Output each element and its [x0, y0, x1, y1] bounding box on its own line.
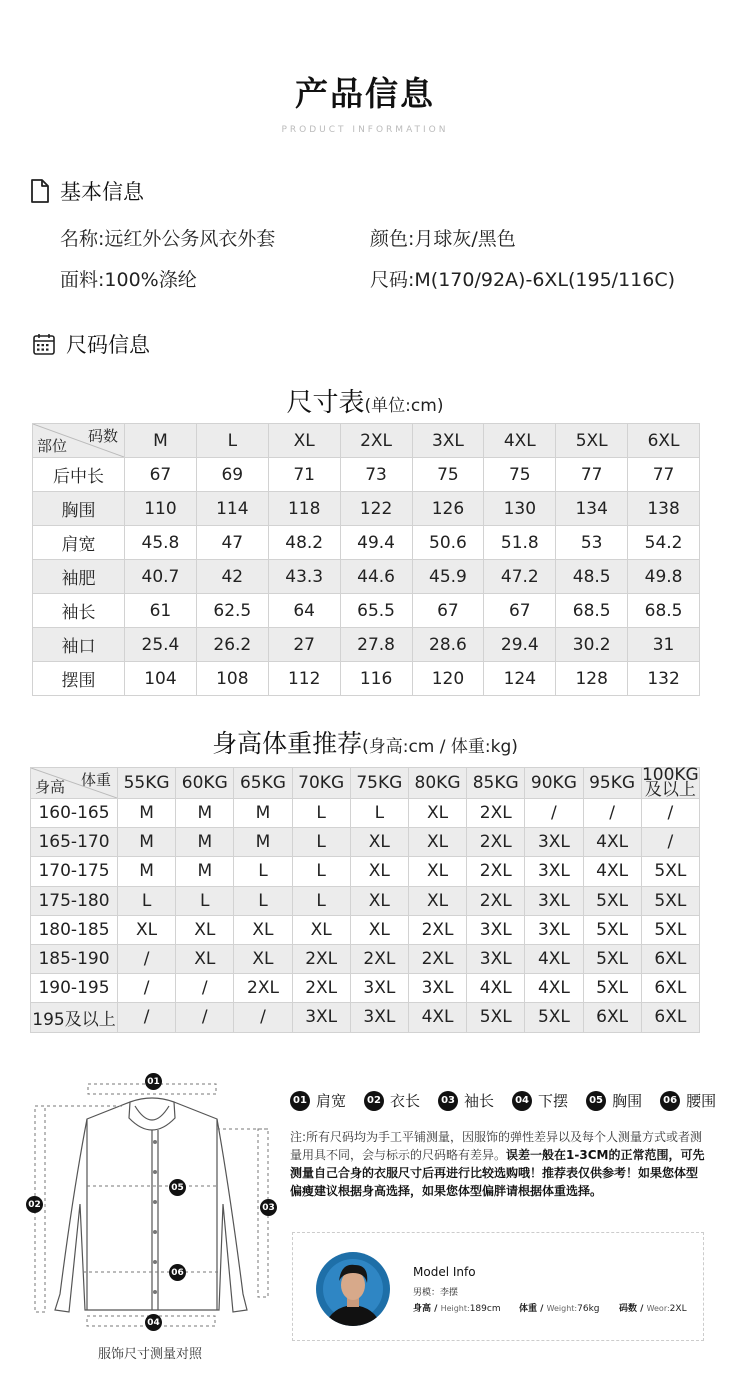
table-cell: / [525, 799, 583, 828]
table-cell: 54.2 [628, 526, 700, 560]
model-size-label: 码数 / [619, 1304, 647, 1314]
table-cell: / [234, 1003, 292, 1032]
table-cell: / [118, 944, 176, 973]
table-cell: / [583, 799, 641, 828]
table-cell: / [641, 799, 699, 828]
table-cell: 28.6 [412, 628, 484, 662]
corner-column-label: 体重 [80, 771, 111, 789]
table-cell: 4XL [583, 828, 641, 857]
garment-diagram [25, 1072, 280, 1340]
table-cell: 5XL [583, 974, 641, 1003]
row-label: 袖肥 [33, 560, 125, 594]
note-part2: 误差一般在1-3CM的正常范围，可先测量自己合身的衣服尺寸后再进行比较选购哦！推荐表仅供参考！如果您体型偏瘦建议根据身高选择，如果您体型偏胖请根据体重选择。 [290, 1148, 705, 1198]
table-cell: 3XL [525, 857, 583, 886]
table-cell: 45.9 [412, 560, 484, 594]
size-table-heading [0, 382, 730, 419]
table-cell: 5XL [641, 886, 699, 915]
document-icon [30, 179, 50, 203]
size-table-title: 尺寸表 [286, 388, 365, 418]
table-row [33, 628, 700, 662]
table-row [31, 974, 700, 1003]
legend-item [438, 1090, 494, 1111]
table-cell: L [292, 857, 350, 886]
table-row [33, 662, 700, 696]
legend-label: 衣长 [390, 1092, 421, 1110]
model-size-value: 2XL [669, 1304, 687, 1314]
table-cell: XL [234, 915, 292, 944]
table-row [31, 915, 700, 944]
calendar-icon [32, 332, 56, 356]
table-cell: 27.8 [340, 628, 412, 662]
row-label: 摆围 [33, 662, 125, 696]
legend-item [290, 1090, 346, 1111]
table-cell: 27 [268, 628, 340, 662]
table-cell: 5XL [583, 944, 641, 973]
diagram-caption: 服饰尺寸测量对照 [97, 1347, 202, 1362]
table-cell: 104 [125, 662, 197, 696]
table-cell: 31 [628, 628, 700, 662]
table-cell: XL [292, 915, 350, 944]
legend-label: 胸围 [612, 1092, 643, 1110]
column-header: 6XL [628, 424, 700, 458]
note-part1: 注:所有尺码均为手工平铺测量，因服饰的弹性差异以及每个人测量方式或者测量用具不同，会与标示的尺码略有差异。 [290, 1130, 703, 1162]
marker-02: 02 [26, 1196, 43, 1213]
table-cell: 48.2 [268, 526, 340, 560]
legend-label: 腰围 [686, 1092, 717, 1110]
table-row [31, 799, 700, 828]
table-cell: 120 [412, 662, 484, 696]
table-cell: 49.4 [340, 526, 412, 560]
table-cell: 25.4 [125, 628, 197, 662]
table-cell: 114 [196, 492, 268, 526]
table-row [33, 458, 700, 492]
table-cell: 132 [628, 662, 700, 696]
table-cell: 5XL [583, 886, 641, 915]
table-cell: 116 [340, 662, 412, 696]
row-label: 165-170 [31, 828, 118, 857]
row-label: 180-185 [31, 915, 118, 944]
table-cell: 3XL [408, 974, 466, 1003]
legend-number-badge: 04 [512, 1091, 532, 1111]
table-cell: 67 [484, 594, 556, 628]
model-info-card [292, 1232, 704, 1341]
corner-row-label: 部位 [37, 437, 68, 455]
column-header: 70KG [292, 768, 350, 799]
table-cell: 47 [196, 526, 268, 560]
table-cell: 53 [556, 526, 628, 560]
table-cell: L [292, 886, 350, 915]
table-cell: 30.2 [556, 628, 628, 662]
table-cell: 2XL [350, 944, 408, 973]
table-cell: L [292, 799, 350, 828]
table-corner-cell [31, 768, 118, 799]
column-header: 80KG [408, 768, 466, 799]
table-cell: 3XL [292, 1003, 350, 1032]
model-weight [519, 1301, 600, 1314]
table-cell: 2XL [292, 944, 350, 973]
table-cell: 62.5 [196, 594, 268, 628]
table-cell: 5XL [583, 915, 641, 944]
table-cell: 6XL [583, 1003, 641, 1032]
legend-item [586, 1090, 642, 1111]
table-cell: 48.5 [556, 560, 628, 594]
table-cell: L [292, 828, 350, 857]
legend-label: 下摆 [538, 1092, 569, 1110]
model-weight-label: 体重 / [519, 1304, 547, 1314]
table-cell: 2XL [467, 828, 525, 857]
table-cell: 2XL [408, 944, 466, 973]
row-label: 185-190 [31, 944, 118, 973]
table-cell: 4XL [525, 974, 583, 1003]
table-cell: 2XL [292, 974, 350, 1003]
product-color: 颜色:月球灰/黑色 [370, 228, 516, 250]
table-cell: 112 [268, 662, 340, 696]
table-cell: M [176, 828, 234, 857]
column-header: 95KG [583, 768, 641, 799]
table-cell: 69 [196, 458, 268, 492]
row-label: 170-175 [31, 857, 118, 886]
table-row [33, 594, 700, 628]
table-cell: 118 [268, 492, 340, 526]
table-row [31, 828, 700, 857]
table-cell: 64 [268, 594, 340, 628]
size-table-unit: (单位:cm) [364, 396, 444, 416]
legend-item [364, 1090, 420, 1111]
table-cell: 68.5 [628, 594, 700, 628]
table-cell: 124 [484, 662, 556, 696]
basic-info-heading [30, 176, 144, 206]
legend-item [512, 1090, 568, 1111]
size-info-title: 尺码信息 [66, 333, 150, 357]
table-cell: 71 [268, 458, 340, 492]
column-header: L [196, 424, 268, 458]
column-header: 75KG [350, 768, 408, 799]
table-cell: 138 [628, 492, 700, 526]
table-cell: XL [176, 915, 234, 944]
model-height-en: Height: [440, 1304, 470, 1313]
product-fabric: 面料:100%涤纶 [60, 269, 197, 291]
table-cell: 122 [340, 492, 412, 526]
corner-column-label: 码数 [87, 427, 118, 445]
legend-number-badge: 02 [364, 1091, 384, 1111]
legend-item [660, 1090, 716, 1111]
table-row [31, 886, 700, 915]
marker-06: 06 [169, 1264, 186, 1281]
page-title: 产品信息 [295, 74, 435, 113]
table-cell: 3XL [525, 915, 583, 944]
marker-05: 05 [169, 1179, 186, 1196]
legend-number-badge: 01 [290, 1091, 310, 1111]
table-cell: / [176, 974, 234, 1003]
table-row [31, 944, 700, 973]
table-cell: 2XL [408, 915, 466, 944]
table-corner-cell [33, 424, 125, 458]
legend-label: 肩宽 [316, 1092, 347, 1110]
table-cell: 4XL [583, 857, 641, 886]
table-cell: 4XL [408, 1003, 466, 1032]
row-label: 胸围 [33, 492, 125, 526]
table-cell: XL [408, 886, 466, 915]
column-header: XL [268, 424, 340, 458]
table-cell: M [176, 799, 234, 828]
table-cell: 2XL [467, 886, 525, 915]
table-cell: M [118, 828, 176, 857]
table-cell: 2XL [234, 974, 292, 1003]
product-size-range: 尺码:M(170/92A)-6XL(195/116C) [370, 269, 676, 291]
table-cell: L [350, 799, 408, 828]
table-cell: 61 [125, 594, 197, 628]
legend-number-badge: 05 [586, 1091, 606, 1111]
model-weight-value: 76kg [577, 1304, 600, 1314]
table-cell: 4XL [467, 974, 525, 1003]
table-cell: 42 [196, 560, 268, 594]
corner-row-label: 身高 [35, 778, 66, 796]
model-avatar [315, 1251, 391, 1327]
column-header: 85KG [467, 768, 525, 799]
column-header: 3XL [412, 424, 484, 458]
table-cell: 65.5 [340, 594, 412, 628]
table-row [33, 560, 700, 594]
table-cell: L [118, 886, 176, 915]
table-cell: 3XL [525, 828, 583, 857]
row-label: 160-165 [31, 799, 118, 828]
table-cell: 5XL [641, 915, 699, 944]
column-header: 2XL [340, 424, 412, 458]
column-header: 4XL [484, 424, 556, 458]
table-cell: XL [408, 857, 466, 886]
table-row [33, 492, 700, 526]
legend-label: 袖长 [464, 1092, 495, 1110]
table-cell: 26.2 [196, 628, 268, 662]
table-cell: XL [408, 828, 466, 857]
table-cell: 43.3 [268, 560, 340, 594]
table-cell: L [234, 857, 292, 886]
table-cell: 130 [484, 492, 556, 526]
table-cell: / [641, 828, 699, 857]
marker-03: 03 [260, 1199, 277, 1216]
row-label: 袖长 [33, 594, 125, 628]
table-cell: 2XL [467, 799, 525, 828]
measurement-legend [290, 1090, 716, 1111]
table-cell: M [118, 857, 176, 886]
model-info-title: Model Info [413, 1265, 476, 1279]
table-cell: 4XL [525, 944, 583, 973]
table-cell: 3XL [525, 886, 583, 915]
table-header-row [33, 424, 700, 458]
column-header: 55KG [118, 768, 176, 799]
table-cell: 73 [340, 458, 412, 492]
table-cell: / [176, 1003, 234, 1032]
table-cell: 75 [412, 458, 484, 492]
model-height-value: 189cm [469, 1304, 501, 1314]
table-cell: 110 [125, 492, 197, 526]
row-label: 190-195 [31, 974, 118, 1003]
table-cell: 51.8 [484, 526, 556, 560]
table-cell: 67 [412, 594, 484, 628]
table-cell: / [118, 974, 176, 1003]
table-cell: 2XL [467, 857, 525, 886]
table-cell: XL [350, 886, 408, 915]
table-row [33, 526, 700, 560]
table-cell: L [176, 886, 234, 915]
table-cell: 6XL [641, 974, 699, 1003]
column-header: 65KG [234, 768, 292, 799]
table-cell: 50.6 [412, 526, 484, 560]
table-cell: 68.5 [556, 594, 628, 628]
table-cell: 3XL [350, 974, 408, 1003]
model-size [619, 1301, 687, 1314]
table-cell: 5XL [641, 857, 699, 886]
table-header-row [31, 768, 700, 799]
hw-table-unit: (身高:cm / 体重:kg) [362, 737, 518, 757]
table-cell: M [234, 799, 292, 828]
hw-table-heading [0, 724, 730, 760]
column-header: 60KG [176, 768, 234, 799]
table-cell: XL [176, 944, 234, 973]
height-weight-table [30, 767, 700, 1033]
row-label: 袖口 [33, 628, 125, 662]
table-cell: 5XL [467, 1003, 525, 1032]
table-cell: 45.8 [125, 526, 197, 560]
size-table [32, 423, 700, 696]
row-label: 后中长 [33, 458, 125, 492]
table-cell: 44.6 [340, 560, 412, 594]
table-cell: 40.7 [125, 560, 197, 594]
model-height [413, 1301, 501, 1314]
table-cell: 67 [125, 458, 197, 492]
size-note [290, 1128, 705, 1200]
table-row [31, 1003, 700, 1032]
table-row [31, 857, 700, 886]
marker-01: 01 [145, 1073, 162, 1090]
product-name: 名称:远红外公务风衣外套 [60, 228, 276, 250]
model-height-label: 身高 / [413, 1304, 441, 1314]
column-header: 5XL [556, 424, 628, 458]
table-cell: 3XL [467, 915, 525, 944]
table-cell: XL [350, 828, 408, 857]
corner-divider [33, 424, 124, 457]
table-cell: XL [234, 944, 292, 973]
table-cell: 75 [484, 458, 556, 492]
model-name: 男模：李摆 [413, 1288, 459, 1298]
model-size-en: Weor: [646, 1304, 670, 1313]
table-cell: XL [118, 915, 176, 944]
table-cell: L [234, 886, 292, 915]
table-cell: 134 [556, 492, 628, 526]
corner-divider [31, 768, 117, 798]
row-label: 195及以上 [31, 1003, 118, 1032]
marker-04: 04 [145, 1314, 162, 1331]
table-cell: 77 [628, 458, 700, 492]
table-cell: M [234, 828, 292, 857]
model-weight-en: Weight: [546, 1304, 578, 1313]
table-cell: 108 [196, 662, 268, 696]
page-subtitle: PRODUCT INFORMATION [281, 125, 449, 135]
hw-table-title: 身高体重推荐 [212, 729, 363, 758]
row-label: 肩宽 [33, 526, 125, 560]
column-header: 90KG [525, 768, 583, 799]
table-cell: / [118, 1003, 176, 1032]
table-cell: XL [408, 799, 466, 828]
table-cell: 77 [556, 458, 628, 492]
table-cell: 6XL [641, 944, 699, 973]
table-cell: 126 [412, 492, 484, 526]
table-cell: 49.8 [628, 560, 700, 594]
table-cell: 6XL [641, 1003, 699, 1032]
table-cell: 5XL [525, 1003, 583, 1032]
table-cell: M [176, 857, 234, 886]
table-cell: 29.4 [484, 628, 556, 662]
table-cell: XL [350, 857, 408, 886]
size-info-heading [32, 329, 150, 359]
table-cell: 3XL [467, 944, 525, 973]
table-cell: M [118, 799, 176, 828]
legend-number-badge: 03 [438, 1091, 458, 1111]
basic-info-title: 基本信息 [60, 180, 144, 204]
column-header: 100KG 及以上 [641, 765, 699, 800]
column-header: M [125, 424, 197, 458]
table-cell: 128 [556, 662, 628, 696]
table-cell: 3XL [350, 1003, 408, 1032]
row-label: 175-180 [31, 886, 118, 915]
table-cell: XL [350, 915, 408, 944]
table-cell: 47.2 [484, 560, 556, 594]
legend-number-badge: 06 [660, 1091, 680, 1111]
